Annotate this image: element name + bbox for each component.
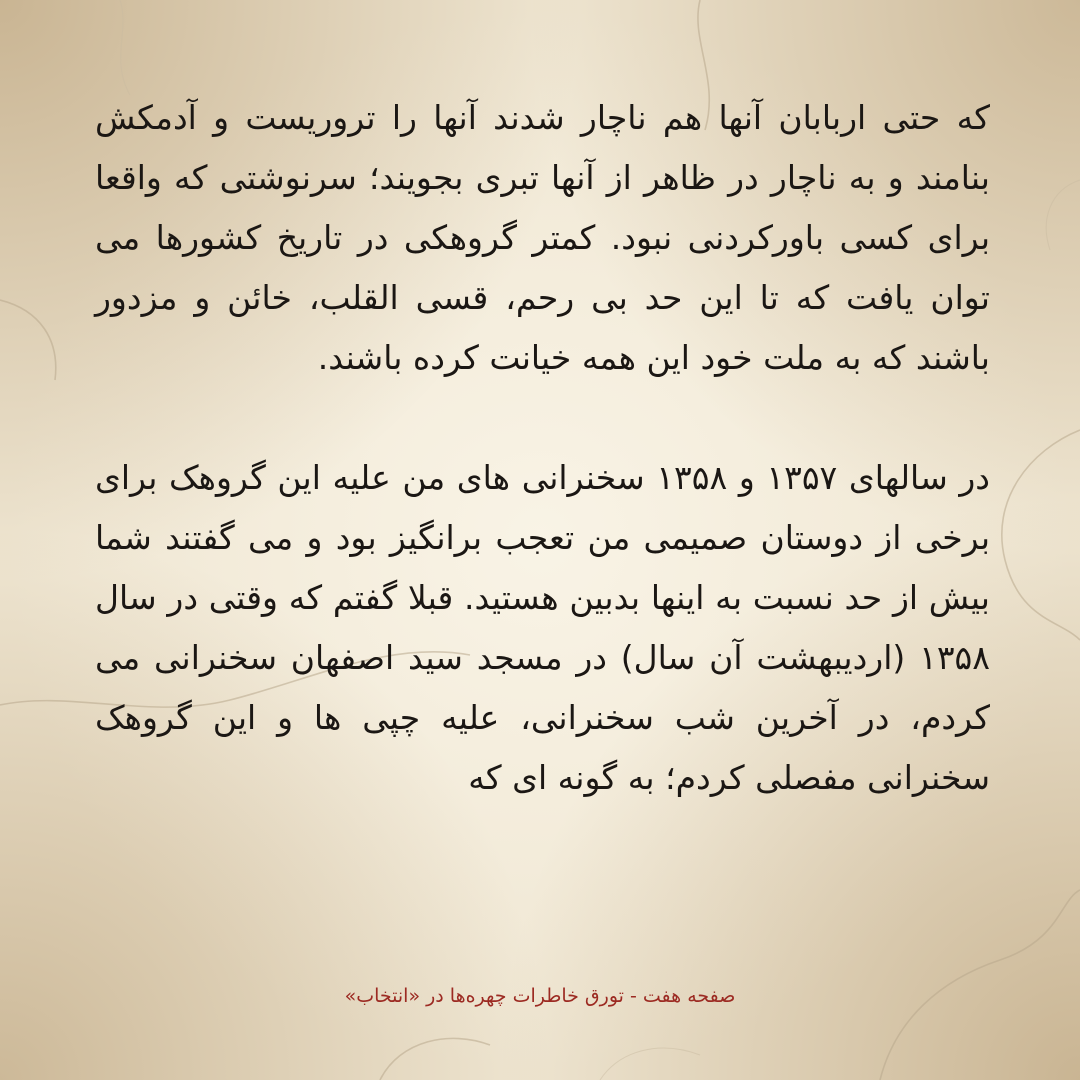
page-caption: صفحه هفت - تورق خاطرات چهره‌ها در «انتخاب»	[344, 985, 736, 1007]
article-paragraph-2: در سالهای ۱۳۵۷ و ۱۳۵۸ سخنرانی های من علیه این گروهک برای برخی از دوستان صمیمی من تعجب برانگیز بود و می گفتند شما بیش از حد نسبت به اینها بدبین هستید. قبلا گفتم که وقتی در سال ۱۳۵۸ (اردیبهشت آن سال) در مسجد سید اصفهان سخنرانی می کردم، در آخرین شب سخنرانی، علیه چپی ها و این گروهک سخنرانی مفصلی کردم؛ به گونه ای که	[95, 458, 990, 797]
article-paragraph-1: که حتی اربابان آنها هم ناچار شدند آنها را تروریست و آدمکش بنامند و به ناچار در ظاهر از آنها تبری بجویند؛ سرنوشتی که واقعا برای کسی باورکردنی نبود. کمتر گروهکی در تاریخ کشورها می توان یافت که تا این حد بی رحم، قسی القلب، خائن و مزدور باشند که به ملت خود این همه خیانت کرده باشند.	[95, 98, 990, 377]
article-body	[95, 88, 990, 808]
